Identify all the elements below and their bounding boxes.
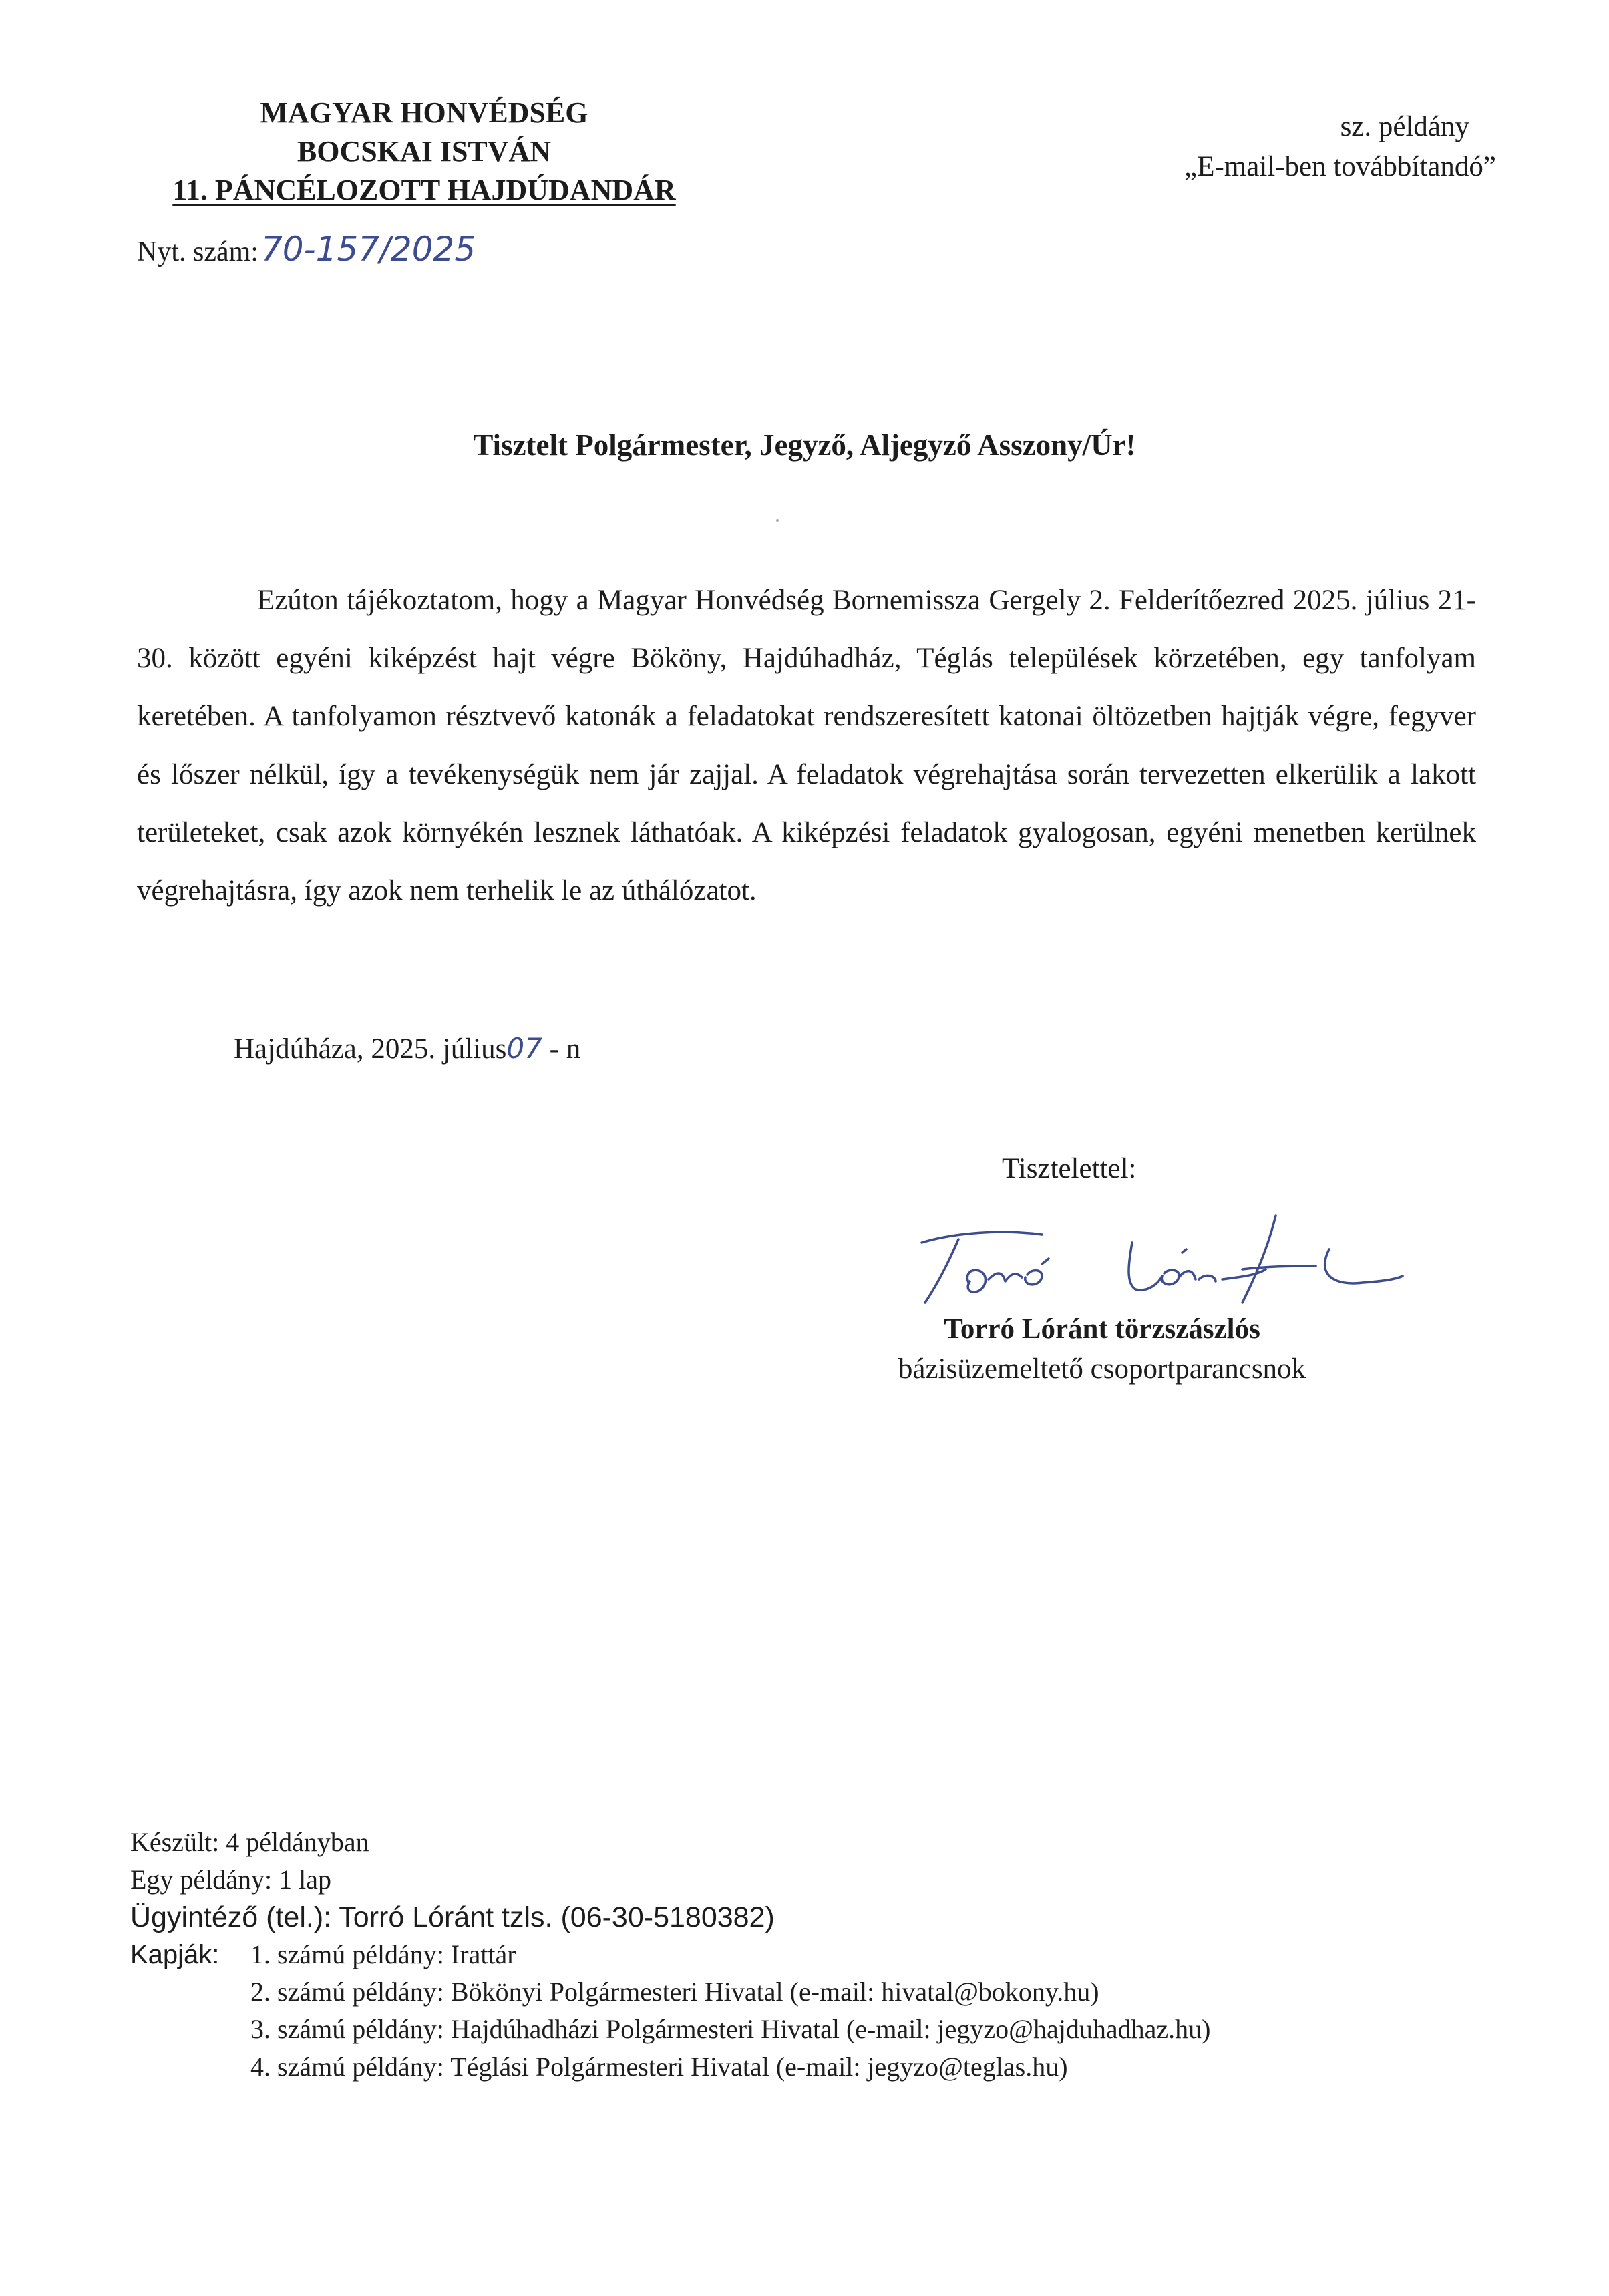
recipient-item: 3. számú példány: Hajdúhadházi Polgármesteri Hivatal (e-mail: jegyzo@hajduhadhaz.hu): [250, 2014, 1211, 2044]
letter-body: [137, 571, 1476, 920]
copy-note: [1095, 107, 1496, 187]
org-brigade-name: 11. PÁNCÉLOZOTT HAJDÚDANDÁR: [172, 174, 676, 206]
case-handler: Ügyintéző (tel.): Torró Lóránt tzls. (06-30-5180382): [130, 1901, 775, 1933]
signer-block: [845, 1309, 1359, 1389]
registration-number-handwritten: 70-157/2025: [260, 230, 476, 269]
registration-label: Nyt. szám:: [137, 236, 258, 267]
email-forward-note: „E-mail-ben továbbítandó”: [1184, 151, 1496, 182]
date-suffix: - n: [549, 1033, 581, 1065]
copy-label: sz. példány: [1340, 111, 1469, 142]
date-day-handwritten: 07: [506, 1032, 542, 1065]
date-prefix: Hajdúháza, 2025. július: [234, 1033, 507, 1065]
registration-number: [137, 230, 476, 271]
closing-greeting: Tisztelettel:: [1002, 1153, 1137, 1184]
org-brigade: [130, 171, 718, 210]
handwritten-signature: [895, 1202, 1409, 1316]
recipients-label: Kapják:: [130, 1940, 220, 1969]
org-name: MAGYAR HONVÉDSÉG: [260, 96, 588, 129]
recipient-item: 4. számú példány: Téglási Polgármesteri Hivatal (e-mail: jegyzo@teglas.hu): [250, 2052, 1068, 2082]
recipient-item: 2. számú példány: Bökönyi Polgármesteri Hivatal (e-mail: hivatal@bokony.hu): [250, 1977, 1099, 2007]
scan-speck: [776, 519, 779, 522]
body-paragraph: Ezúton tájékoztatom, hogy a Magyar Honvédség Bornemissza Gergely 2. Felderítőezred 2025. július 21-30. között egyéni kiképzést hajt végre Bököny, Hajdúhadház, Téglás települések körzetében, egy tanfolyam keretében. A tanfolyamon résztvevő katonák a feladatokat rendszeresített katonai öltözetben hajtják végre, fegyver és lőszer nélkül, így a tevékenységük nem jár zajjal. A feladatok végrehajtása során tervezetten elkerülik a lakott területeket, csak azok környékén lesznek láthatóak. A kiképzési feladatok gyalogosan, egyéni menetben kerülnek végrehajtásra, így azok nem terhelik le az úthálózatot.: [137, 585, 1476, 907]
distribution-footer: [130, 1824, 1210, 2086]
recipient-item: 1. számú példány: Irattár: [250, 1939, 516, 1969]
pages-per-copy: Egy példány: 1 lap: [130, 1864, 332, 1895]
copies-made: Készült: 4 példányban: [130, 1827, 369, 1857]
signer-title: bázisüzemeltető csoportparancsnok: [898, 1353, 1306, 1385]
org-unit-patron: BOCSKAI ISTVÁN: [297, 135, 552, 168]
organization-header: [130, 94, 718, 210]
salutation: Tisztelt Polgármester, Jegyző, Aljegyző Asszony/Úr!: [473, 428, 1136, 462]
place-and-date: [234, 1032, 580, 1065]
signer-name: Torró Lóránt törzszászlós: [944, 1313, 1260, 1345]
recipient-row: [130, 1936, 1210, 1973]
